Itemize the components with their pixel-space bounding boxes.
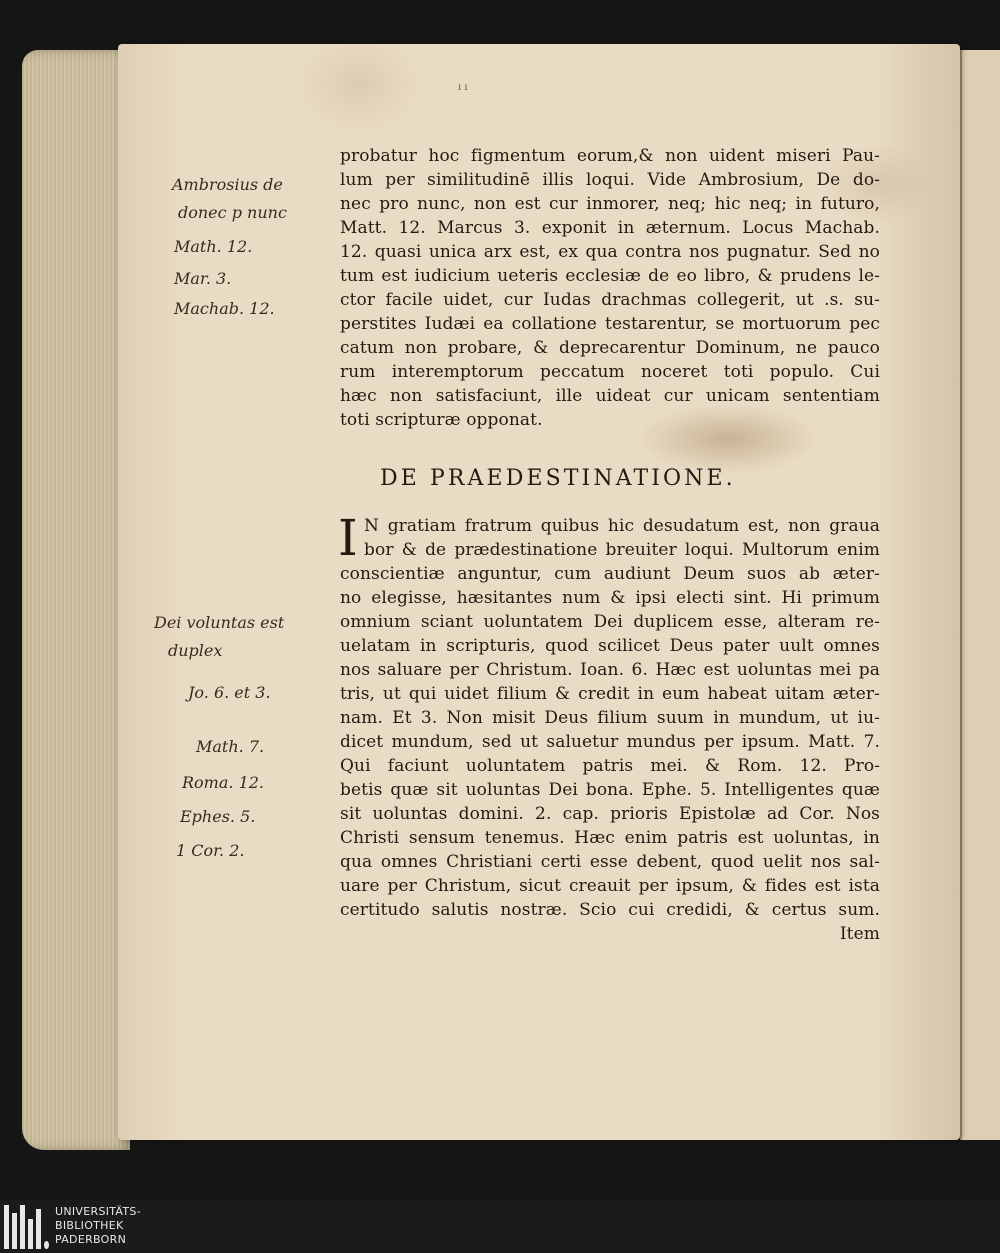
marginal-note: Mar. 3. — [174, 269, 232, 288]
book-page — [118, 44, 960, 1140]
text-line: N gratiam fratrum quibus hic desudatum est, non graua — [364, 516, 880, 536]
text-line: perstites Iudæi ea collatione testarentur, se mortuorum pec — [340, 314, 880, 334]
library-name-line: PADERBORN — [55, 1233, 127, 1246]
text-line: certitudo salutis nostræ. Scio cui credidi, & certus sum. — [340, 900, 880, 920]
text-line: uare per Christum, sicut creauit per ipsum, & fides est ista — [340, 876, 880, 896]
text-line: tum est iudicium ueteris ecclesiæ de eo libro, & prudens le- — [340, 266, 880, 286]
footer-bar — [0, 1200, 1000, 1253]
text-line: Christi sensum tenemus. Hæc enim patris est uoluntas, in — [340, 828, 880, 848]
text-line: nos saluare per Christum. Ioan. 6. Hæc est uoluntas mei pa — [340, 660, 880, 680]
text-line: no elegisse, hæsitantes num & ipsi electi sint. Hi primum — [340, 588, 880, 608]
text-line: nec pro nunc, non est cur inmorer, neq; hic neq; in futuro, — [340, 194, 880, 214]
library-name-line: UNIVERSITÄTS- — [55, 1205, 141, 1218]
text-line: tris, ut qui uidet filium & credit in eum habeat uitam æter- — [340, 684, 880, 704]
text-line: Matt. 12. Marcus 3. exponit in æternum. Locus Machab. — [340, 218, 880, 238]
facing-page-edge — [960, 50, 1000, 1140]
marginal-note: donec p nunc — [178, 203, 287, 222]
text-line: betis quæ sit uoluntas Dei bona. Ephe. 5. Intelligentes quæ — [340, 780, 880, 800]
text-line: qua omnes Christiani certi esse debent, quod uelit nos sal- — [340, 852, 880, 872]
marginal-note: Math. 12. — [174, 237, 253, 256]
text-line: bor & de prædestinatione breuiter loqui. Multorum enim — [364, 540, 880, 560]
text-line: rum interemptorum peccatum noceret toti populo. Cui — [340, 362, 880, 382]
marginal-note: Ephes. 5. — [180, 807, 256, 826]
marginal-note: Jo. 6. et 3. — [188, 683, 271, 702]
text-line: conscientiæ anguntur, cum audiunt Deum suos ab æter- — [340, 564, 880, 584]
catchword: Item — [839, 924, 880, 944]
text-line: lum per similitudinē illis loqui. Vide Ambrosium, De do- — [340, 170, 880, 190]
text-line: ctor facile uidet, cur Iudas drachmas collegerit, ut .s. su- — [340, 290, 880, 310]
text-line: omnium sciant uoluntatem Dei duplicem esse, alteram re- — [340, 612, 880, 632]
text-line: probatur hoc figmentum eorum,& non uident miseri Pau- — [340, 146, 880, 166]
text-line: Qui faciunt uoluntatem patris mei. & Rom. 12. Pro- — [340, 756, 880, 776]
marginal-note: duplex — [168, 641, 223, 660]
text-line: toti scripturæ opponat. — [340, 410, 543, 430]
marginal-note: Machab. 12. — [174, 299, 275, 318]
book-fore-edge — [22, 50, 130, 1150]
library-name-line: BIBLIOTHEK — [55, 1219, 124, 1232]
library-name — [55, 1205, 175, 1249]
signature-mark: ı ı — [458, 82, 468, 93]
text-line: hæc non satisfaciunt, ille uideat cur unicam sententiam — [340, 386, 880, 406]
marginal-note: Math. 7. — [196, 737, 265, 756]
marginal-note: 1 Cor. 2. — [176, 841, 245, 860]
text-line: dicet mundum, sed ut saluetur mundus per ipsum. Matt. 7. — [340, 732, 880, 752]
text-line: uelatam in scripturis, quod scilicet Deus pater uult omnes — [340, 636, 880, 656]
marginal-note: Ambrosius de — [172, 175, 283, 194]
marginal-note: Roma. 12. — [182, 773, 265, 792]
initial-letter: I — [338, 509, 358, 567]
section-heading: DE PRAEDESTINATIONE. — [380, 466, 736, 491]
text-line: catum non probare, & deprecarentur Dominum, ne pauco — [340, 338, 880, 358]
text-line: 12. quasi unica arx est, ex qua contra nos pugnatur. Sed no — [340, 242, 880, 262]
marginal-note: Dei voluntas est — [154, 613, 285, 632]
text-line: nam. Et 3. Non misit Deus filium suum in mundum, ut iu- — [340, 708, 880, 728]
library-logo-icon — [4, 1205, 48, 1249]
text-line: sit uoluntas domini. 2. cap. prioris Epistolæ ad Cor. Nos — [340, 804, 880, 824]
